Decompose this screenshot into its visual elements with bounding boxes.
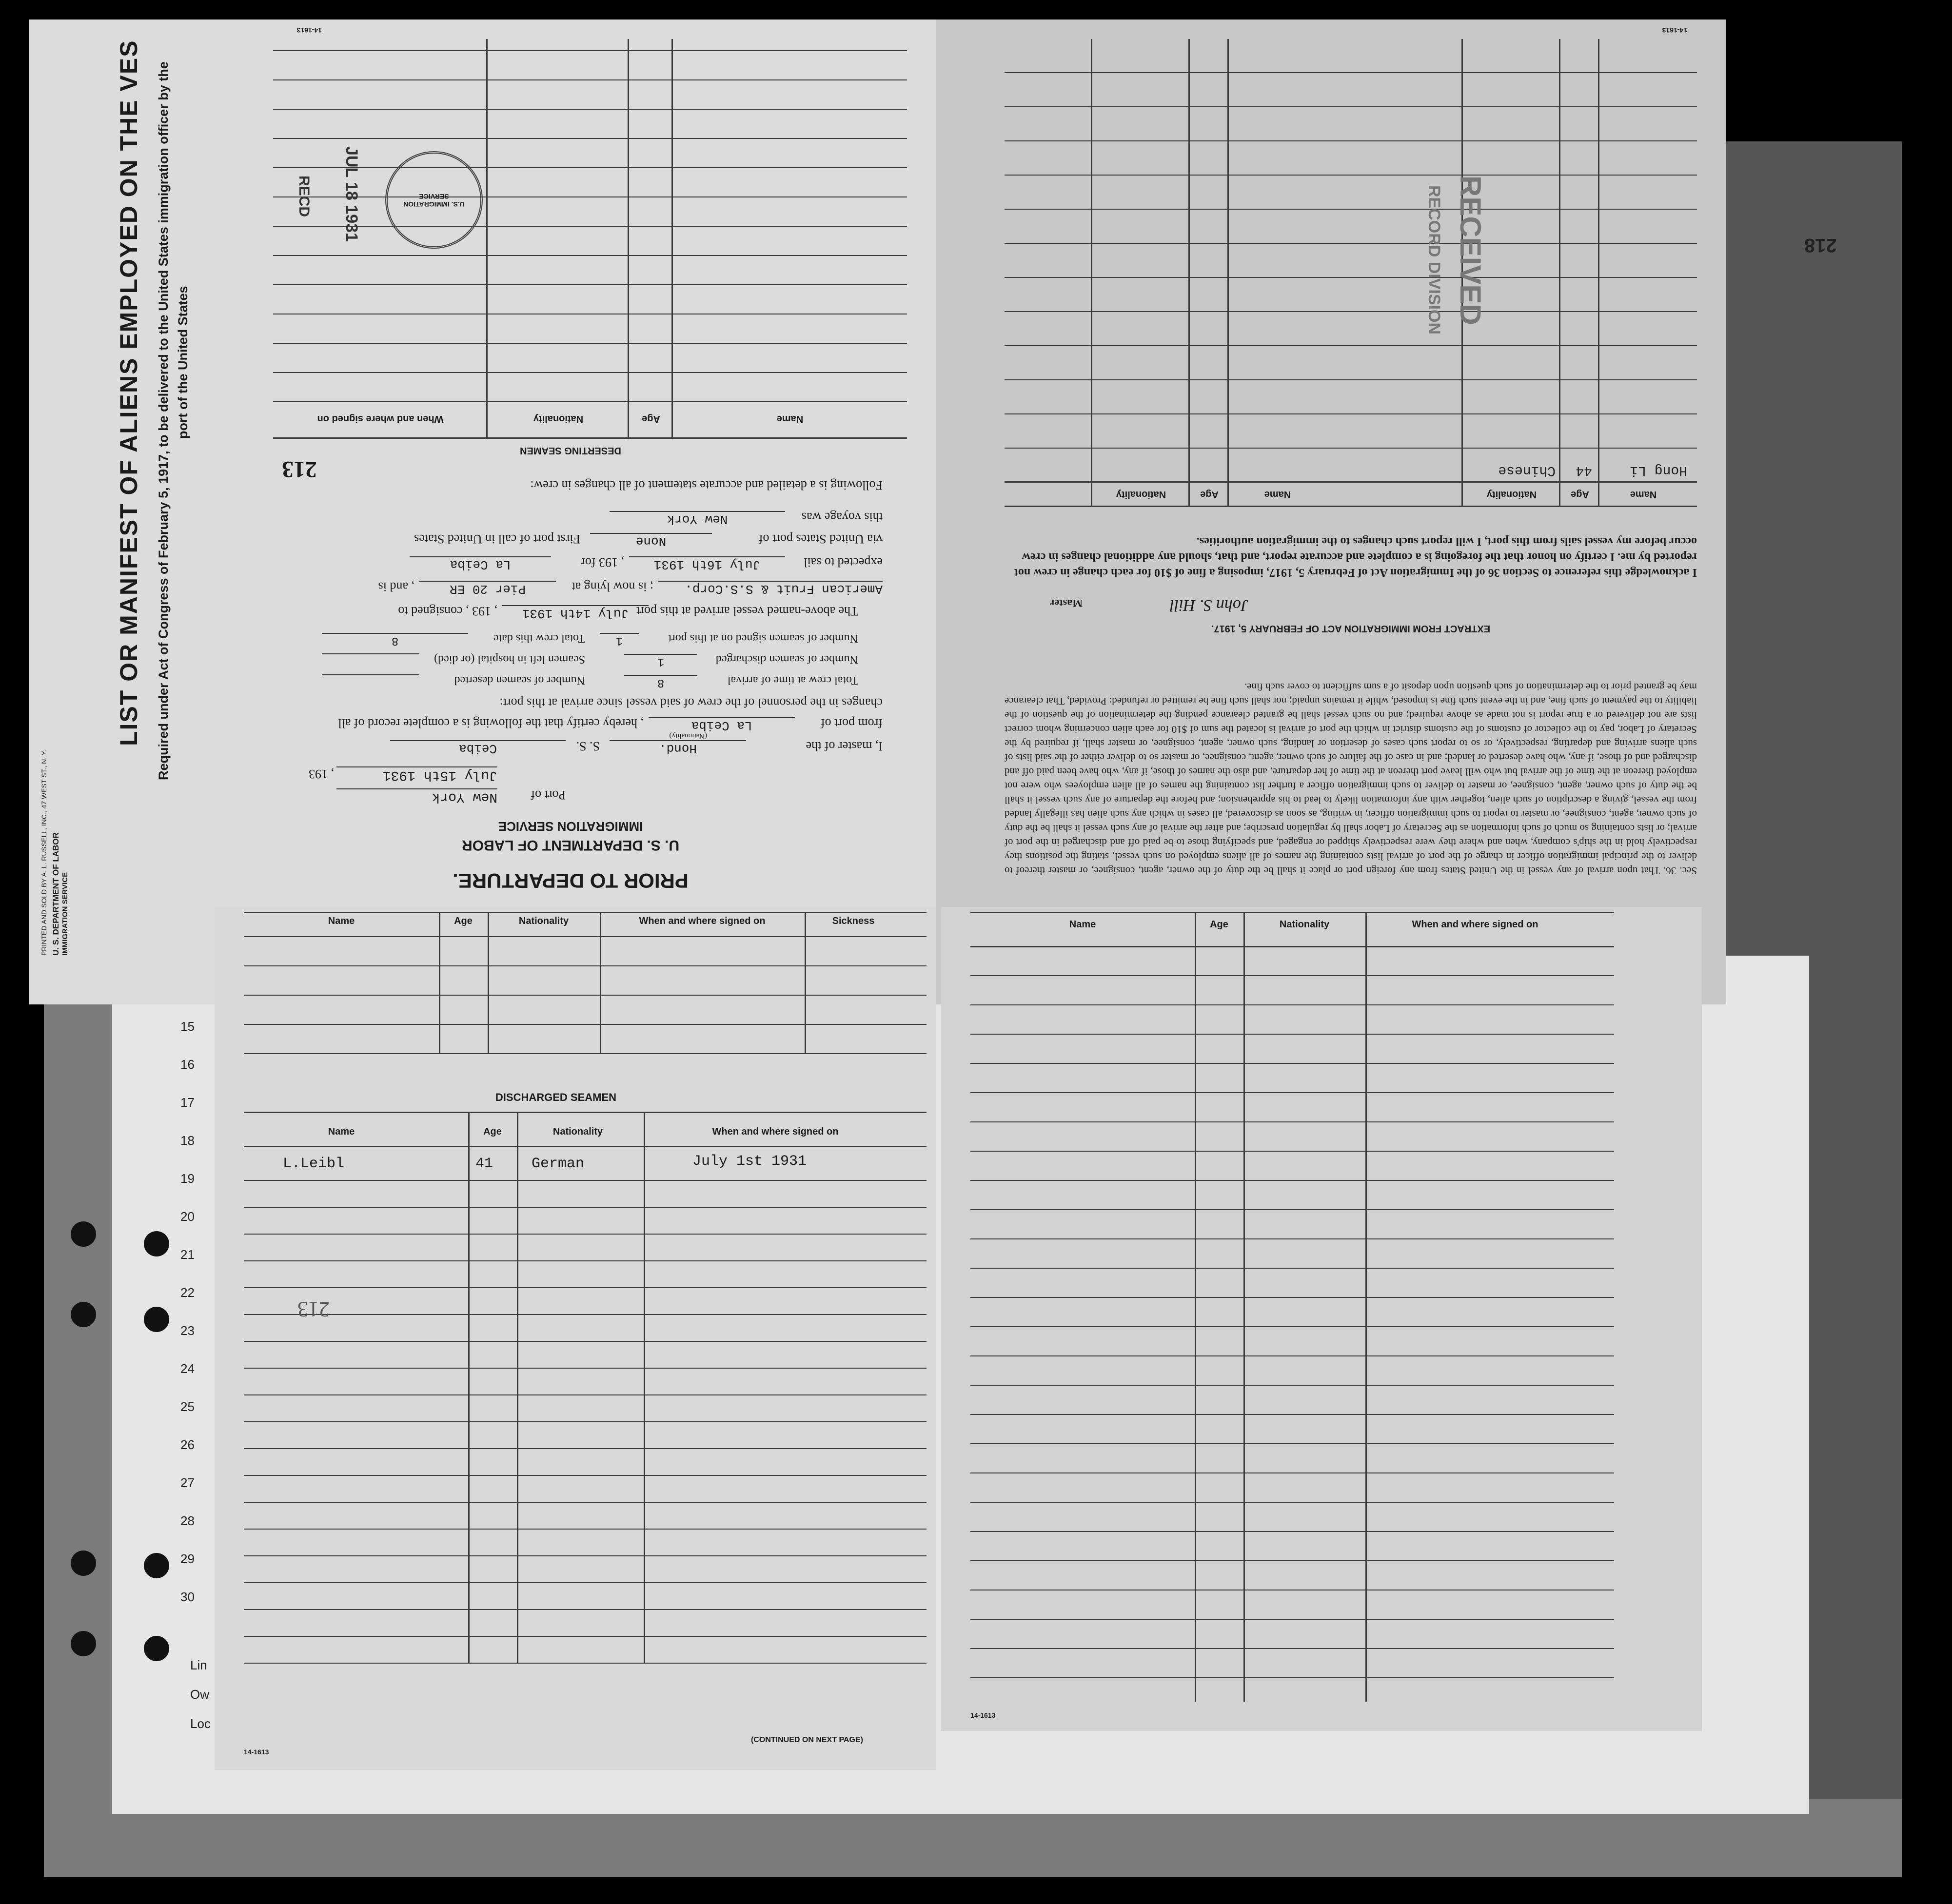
table-rule — [244, 1502, 927, 1503]
row-number: 29 — [180, 1551, 195, 1566]
table-rule — [970, 1238, 1614, 1239]
table-rule — [244, 1260, 927, 1261]
table-rule — [970, 1355, 1614, 1356]
col-header-signed-on: When and where signed on — [639, 916, 766, 926]
ledger-footer-label: Ow — [190, 1687, 209, 1702]
col-divider — [1365, 912, 1367, 1702]
table-rule — [244, 1024, 927, 1025]
deserted-label: Number of seamen deserted — [454, 674, 585, 687]
form-date-suffix: , 193 — [309, 767, 334, 781]
continued-note: (CONTINUED ON NEXT PAGE) — [751, 1736, 863, 1744]
table-rule — [970, 1004, 1614, 1005]
row-number: 30 — [180, 1590, 195, 1604]
table-rule — [273, 255, 907, 256]
discharged-heading: DISCHARGED SEAMEN — [495, 1091, 617, 1103]
form-dept: U. S. DEPARTMENT OF LABOR — [461, 837, 680, 853]
table-rule — [273, 226, 907, 227]
row-number: 16 — [180, 1057, 195, 1072]
col-header-name: Name — [328, 1126, 355, 1137]
row-number: 25 — [180, 1399, 195, 1414]
binder-hole — [71, 1551, 96, 1576]
table-rule — [273, 196, 907, 197]
via-label: via United States port of — [758, 532, 883, 546]
from-port-value: La Ceiba — [649, 717, 795, 733]
table-rule — [244, 995, 927, 996]
col-divider — [1188, 39, 1190, 507]
col-divider — [468, 1112, 470, 1663]
extract-body: Sec. 36. That upon arrival of any vessel in the United States from any foreign port or place it shall be the duty of the owner, agent, consignee, or master thereof to deliver to the principal immigration officer in charge of the port of arrival lists containing the names of all aliens employed on such vessel, stating the positions they respectively hold in the ship's company, when and where they were respectively shipped or engaged, and specifying those to be paid off and discharged in the port of arrival; or lists containing so much of such information as the Secretary of Labor shall by regulation prescribe; and after the arrival of any such vessel it shall be the duty of such owner, agent, consignee, or master to report to such immigration officer, in writing, as soon as discovered, all cases in which any such alien has illegally landed from the vessel, giving a description of such alien, together with any information likely to lead to his apprehension; and before the departure of any such vessel it shall be the duty of such owner, agent, consignee, or master to deliver to such immigration officer a further list containing the names of all alien employees who were not employed thereon at the time of the arrival but who will leave port thereon at the time of her departure, and also the names of those, if any, who have been paid off and discharged and of those, if any, who have deserted or landed; and in case of the failure of such owner, agent, consignee, or master so to deliver either of the said lists of such aliens arriving and departing, respectively, or so to report such cases of desertion or landing, such owner, agent, consignee, or master shall, if required by the Secretary of Labor, pay to the collector of customs of the customs district in which the port of arrival is located the sum of $10 for each alien concerning whom correct lists are not delivered or a true report is not made as above required; and no such vessel shall be granted clearance pending the determination of the question of the liability to the payment of such fine, and in the event such fine is imposed, while it remains unpaid; nor shall such fine be remitted or refunded: Provided, That clearance may be granted prior to the determination of such question upon deposit of a sum sufficient to cover such fine. — [1005, 681, 1697, 877]
col-header-name: Name — [1630, 489, 1657, 500]
table-rule — [1005, 413, 1697, 414]
row-number: 15 — [180, 1019, 195, 1034]
form-date: July 15th 1931 — [336, 766, 497, 783]
col-header-sickness: Sickness — [832, 916, 875, 926]
table-rule — [244, 1663, 927, 1664]
col-header-age: Age — [1200, 489, 1219, 500]
deserted-value — [322, 674, 419, 689]
table-rule — [970, 1443, 1614, 1444]
form-number: 14-1613 — [244, 1748, 269, 1756]
col-divider — [671, 39, 673, 439]
discharged-signed-on: July 1st 1931 — [692, 1153, 807, 1170]
discharged-nationality: German — [532, 1156, 585, 1172]
table-rule — [244, 1529, 927, 1530]
table-rule — [273, 109, 907, 110]
table-rule — [244, 1555, 927, 1556]
following-text: Following is a detailed and accurate statement of all changes in crew: — [530, 478, 883, 492]
table-rule — [244, 1314, 927, 1315]
table-rule — [273, 284, 907, 285]
printer-credit: PRINTED AND SOLD BY A. L. RUSSELL, INC., 47 WEST ST., N. Y. — [40, 749, 48, 956]
master-label: I, master of the — [806, 739, 883, 753]
extract-heading: EXTRACT FROM IMMIGRATION ACT OF FEBRUARY 5, 1917. — [1211, 623, 1491, 634]
table-rule — [273, 50, 907, 51]
arrived-label: The above-named vessel arrived at this port — [636, 604, 858, 618]
col-header-age: Age — [483, 1126, 502, 1137]
table-rule — [244, 1053, 927, 1054]
stamp-number: 213 — [282, 456, 317, 482]
col-header-name: Name — [328, 916, 355, 926]
col-divider — [439, 912, 440, 1053]
table-rule — [970, 1326, 1614, 1327]
ledger-footer-label: Loc — [190, 1716, 211, 1731]
manifest-subtitle: Required under Act of Congress of February 5, 1917, to be delivered to the United States immigration officer by the — [156, 61, 171, 780]
first-port-label: First port of call in United States — [414, 532, 580, 546]
extract-master-label: Master — [1049, 597, 1083, 609]
table-rule — [1005, 106, 1697, 107]
table-rule — [273, 343, 907, 344]
vessel-name: Ceiba — [390, 740, 566, 756]
binder-hole — [144, 1231, 169, 1256]
form-service: IMMIGRATION SERVICE — [498, 819, 643, 834]
page-stamp-number: 213 — [297, 1297, 330, 1321]
nationality-hint: (Nationality) — [669, 732, 707, 740]
table-rule — [1005, 379, 1697, 380]
row-number: 20 — [180, 1209, 195, 1224]
binder-hole — [144, 1307, 169, 1332]
master-signature: John S. Hill — [1169, 596, 1248, 614]
total-crew-arrival-label: Total crew at time of arrival — [727, 674, 858, 687]
departure-form — [205, 20, 936, 907]
table-rule — [244, 1421, 927, 1422]
col-divider — [1195, 912, 1196, 1702]
circular-date-stamp — [385, 151, 483, 249]
destination-value: La Ceiba — [410, 556, 551, 572]
col-divider — [805, 912, 806, 1053]
circle-stamp-text: U.S. IMMIGRATION SERVICE — [403, 193, 465, 208]
table-rule — [970, 1180, 1614, 1181]
col-header-nationality: Nationality — [1279, 919, 1330, 930]
col-header-nationality: Nationality — [552, 1126, 603, 1137]
binder-hole — [144, 1636, 169, 1661]
binder-hole — [71, 1631, 96, 1656]
arrived-value: July 14th 1931 — [502, 605, 649, 621]
col-header-nationality: Nationality — [1116, 489, 1166, 500]
table-rule — [244, 1609, 927, 1610]
hospital-value — [322, 653, 419, 668]
entry-age: 44 — [1576, 463, 1592, 478]
col-header-name: Name — [776, 413, 804, 424]
form-number: 14-1613 — [970, 1711, 996, 1719]
table-rule — [244, 1112, 927, 1113]
table-rule — [970, 1151, 1614, 1152]
table-rule — [970, 1063, 1614, 1064]
record-division-stamp: RECORD DIVISION — [1425, 185, 1443, 335]
for-label: , 193 for — [581, 555, 624, 569]
col-divider — [1598, 39, 1599, 507]
table-rule — [244, 936, 927, 937]
table-rule — [970, 1268, 1614, 1269]
table-rule — [273, 401, 907, 402]
table-rule — [970, 1297, 1614, 1298]
lying-value: Pier 20 ER — [419, 581, 556, 596]
table-rule — [244, 1448, 927, 1449]
table-rule — [273, 138, 907, 139]
table-rule — [244, 1475, 927, 1476]
table-rule — [244, 965, 927, 966]
table-rule — [970, 1385, 1614, 1386]
binder-hole — [144, 1553, 169, 1578]
discharged-value: 1 — [624, 654, 697, 668]
col-header-nationality: Nationality — [533, 413, 584, 424]
manifest-service: IMMIGRATION SERVICE — [61, 872, 69, 956]
table-rule — [244, 1207, 927, 1208]
table-rule — [970, 912, 1614, 913]
table-rule — [244, 1582, 927, 1583]
voyage-label: this voyage was — [801, 510, 883, 524]
received-stamp: RECEIVED — [1454, 176, 1487, 325]
table-rule — [244, 1234, 927, 1235]
col-divider — [517, 1112, 518, 1663]
table-rule — [970, 1619, 1614, 1620]
date-stamp: JUL 18 1931 — [342, 146, 361, 242]
total-crew-arrival-value: 8 — [624, 675, 697, 689]
table-rule — [970, 1531, 1614, 1532]
table-rule — [970, 1560, 1614, 1561]
table-rule — [273, 372, 907, 373]
manifest-title: LIST OR MANIFEST OF ALIENS EMPLOYED ON THE VES — [115, 39, 142, 746]
table-rule — [1005, 311, 1697, 312]
table-rule — [244, 1636, 927, 1637]
col-header-signed-on: When and where signed on — [317, 413, 444, 424]
table-rule — [1005, 175, 1697, 176]
table-rule — [1005, 345, 1697, 346]
form-number: 14-1613 — [296, 26, 322, 34]
first-port-value: New York — [610, 511, 785, 527]
binder-hole — [71, 1221, 96, 1247]
table-rule — [244, 1368, 927, 1369]
manifest-subtitle-2: port of the United States — [176, 286, 190, 439]
expected-label: expected to sail — [804, 555, 883, 569]
consigned-label: , 193 , consigned to — [398, 604, 497, 618]
row-number: 18 — [180, 1133, 195, 1148]
col-divider — [1227, 39, 1229, 507]
table-rule — [1005, 277, 1697, 278]
col-header-age: Age — [1210, 919, 1228, 930]
table-rule — [273, 167, 907, 168]
table-rule — [244, 912, 927, 913]
col-header-age: Age — [1571, 489, 1589, 500]
row-number: 28 — [180, 1513, 195, 1528]
acknowledgement-text: I acknowledge this reference to Section 36 of the Immigration Act of February 5, 1917, imposing a fine of $10 for each change in crew not reported by me. I certify on honor that the foregoing is a complete and accurate report, and that, should any additional changes in crew occur before my vessel sails from this port, I will report such changes to the immigration authorities. — [1014, 535, 1697, 579]
ledger-footer-label: Lin — [190, 1658, 207, 1672]
table-rule — [1005, 72, 1697, 73]
col-header-name: Name — [1264, 489, 1291, 500]
changes-text: changes in the personnel of the crew of said vessel since arrival at this port: — [499, 696, 883, 710]
port-of-value: New York — [336, 788, 497, 805]
table-rule — [970, 946, 1614, 947]
table-rule — [1005, 243, 1697, 244]
row-number: 24 — [180, 1361, 195, 1376]
table-rule — [970, 1121, 1614, 1122]
via-value: None — [590, 533, 712, 549]
table-rule — [1005, 448, 1697, 449]
manifest-dept: U. S. DEPARTMENT OF LABOR — [51, 832, 60, 956]
col-header-nationality: Nationality — [518, 916, 569, 926]
recd-stamp: RECD — [296, 176, 312, 217]
extract-page — [936, 20, 1726, 1004]
col-divider — [488, 912, 489, 1053]
col-divider — [486, 39, 488, 439]
side-number: 218 — [1804, 235, 1837, 256]
table-rule — [273, 437, 907, 439]
col-divider — [628, 39, 629, 439]
row-number: 26 — [180, 1437, 195, 1452]
col-header-nationality: Nationality — [1486, 489, 1537, 500]
table-rule — [1005, 140, 1697, 141]
table-rule — [244, 1341, 927, 1342]
deserting-heading: DESERTING SEAMEN — [520, 445, 621, 456]
nationality-value: Hond. — [610, 740, 746, 756]
table-rule — [1005, 209, 1697, 210]
col-header-name: Name — [1069, 919, 1096, 930]
discharged-name: L.Leibl — [283, 1156, 345, 1172]
port-of-label: Port of — [531, 788, 566, 802]
discharged-page — [215, 907, 936, 1770]
table-rule — [970, 1502, 1614, 1503]
table-rule — [244, 1146, 927, 1147]
col-header-age: Age — [642, 413, 660, 424]
departure-form-page — [29, 20, 936, 1004]
consignee-value: American Fruit & S.S.Corp. — [658, 581, 883, 596]
col-divider — [1243, 912, 1245, 1702]
table-rule — [1005, 506, 1697, 507]
signed-on-value: 1 — [600, 633, 639, 647]
table-rule — [244, 1394, 927, 1395]
right-crew-page — [941, 907, 1702, 1731]
discharged-label: Number of seamen discharged — [715, 653, 858, 666]
table-rule — [1005, 481, 1697, 483]
col-divider — [644, 1112, 645, 1663]
col-divider — [600, 912, 601, 1053]
extract-content — [936, 20, 1726, 907]
table-rule — [970, 1092, 1614, 1093]
col-divider — [1559, 39, 1560, 507]
entry-name: Hong Li — [1630, 463, 1687, 478]
expected-value: July 16th 1931 — [629, 556, 785, 572]
discharged-age: 41 — [475, 1156, 493, 1172]
row-number: 22 — [180, 1285, 195, 1300]
from-port-label: from port of — [820, 716, 883, 730]
form-number: 14-1613 — [1662, 26, 1687, 34]
table-rule — [970, 1209, 1614, 1210]
table-rule — [970, 975, 1614, 976]
table-rule — [244, 1287, 927, 1288]
ss-label: S. S. — [576, 739, 600, 753]
table-rule — [970, 1648, 1614, 1649]
col-header-signed-on: When and where signed on — [712, 1126, 839, 1137]
certify-text: , hereby certify that the following is a complete record of all — [338, 716, 644, 730]
table-rule — [970, 1414, 1614, 1415]
row-number: 17 — [180, 1095, 195, 1110]
table-rule — [970, 1472, 1614, 1473]
and-is-label: , and is — [378, 580, 414, 594]
hospital-label: Seamen left in hospital (or died) — [434, 653, 585, 666]
table-rule — [970, 1677, 1614, 1678]
col-divider — [1091, 39, 1092, 507]
entry-nationality: Chinese — [1498, 463, 1556, 478]
row-number: 21 — [180, 1247, 195, 1262]
table-rule — [273, 79, 907, 80]
table-rule — [970, 1034, 1614, 1035]
row-number: 27 — [180, 1475, 195, 1490]
total-crew-date-value: 8 — [322, 633, 468, 647]
row-number: 19 — [180, 1171, 195, 1186]
col-header-signed-on: When and where signed on — [1412, 919, 1538, 930]
total-crew-date-label: Total crew this date — [493, 632, 585, 645]
binder-hole — [71, 1302, 96, 1327]
form-heading: PRIOR TO DEPARTURE. — [453, 869, 689, 892]
signed-on-label: Number of seamen signed on at this port — [668, 632, 858, 645]
row-number: 23 — [180, 1323, 195, 1338]
lying-label: ; is now lying at — [572, 580, 653, 594]
col-header-age: Age — [454, 916, 473, 926]
table-rule — [244, 1180, 927, 1181]
